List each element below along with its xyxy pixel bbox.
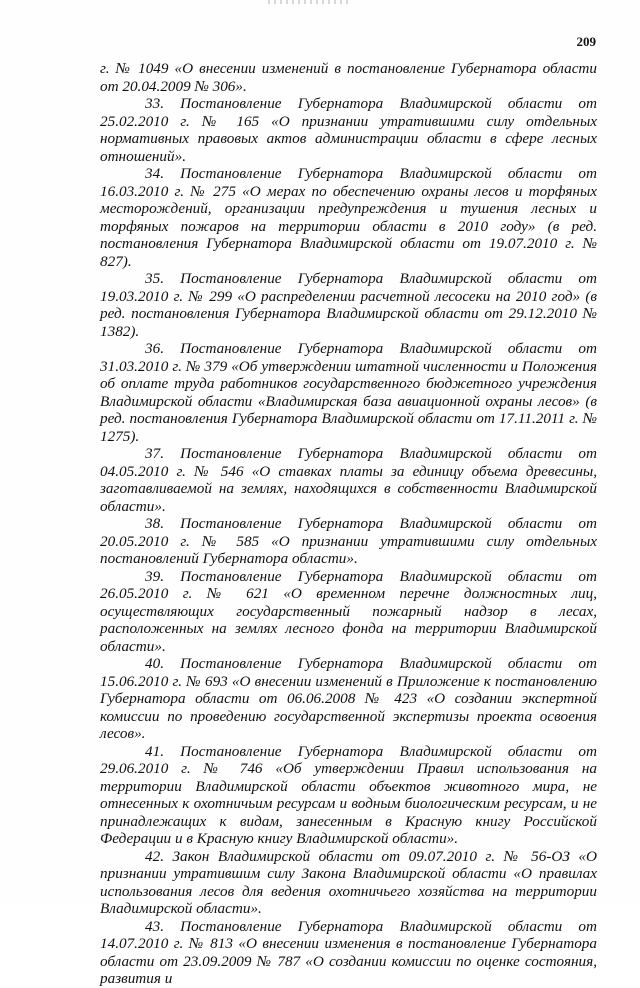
page-number: 209 (576, 34, 596, 49)
list-item: 33. Постановление Губернатора Владимирской области от 25.02.2010 г. № 165 «О признании утратившими силу отдельных нормативных правовых актов администрации области в сфере лесных отношений». (100, 95, 597, 165)
list-item: 42. Закон Владимирской области от 09.07.2010 г. № 56-ОЗ «О признании утратившим силу Закона Владимирской области «О правилах использования лесов для ведения охотничьего хозяйства на территории Владимирской области». (100, 847, 597, 917)
list-item: 40. Постановление Губернатора Владимирской области от 15.06.2010 г. № 693 «О внесении изменений в Приложение к постановлению Губернатора области от 06.06.2008 № 423 «О создании экспертной комиссии по проведению государственной экспертизы проекта освоения лесов». (100, 655, 597, 742)
document-body (100, 60, 597, 988)
list-item: 36. Постановление Губернатора Владимирской области от 31.03.2010 г. № 379 «Об утверждении штатной численности и Положения об оплате труда работников государственного бюджетного учреждения Владимирской области «Владимирская база авиационной охраны лесов» (в ред. постановления Губернатора Владимирской области от 17.11.2011 г. № 1275). (100, 340, 597, 445)
paragraph-continuation: г. № 1049 «О внесении изменений в постановление Губернатора области от 20.04.2009 № 306». (100, 60, 597, 95)
list-item: 35. Постановление Губернатора Владимирской области от 19.03.2010 г. № 299 «О распределении расчетной лесосеки на 2010 год» (в ред. постановления Губернатора Владимирской области от 29.12.2010 № 1382). (100, 270, 597, 340)
list-item: 34. Постановление Губернатора Владимирской области от 16.03.2010 г. № 275 «О мерах по обеспечению охраны лесов и торфяных месторождений, организации предупреждения и тушения лесных и торфяных пожаров на территории области в 2010 году» (в ред. постановления Губернатора Владимирской области от 19.07.2010 г. № 827). (100, 165, 597, 270)
list-item: 38. Постановление Губернатора Владимирской области от 20.05.2010 г. № 585 «О признании утратившими силу отдельных постановлений Губернатора области». (100, 515, 597, 567)
list-item: 43. Постановление Губернатора Владимирской области от 14.07.2010 г. № 813 «О внесении изменения в постановление Губернатора области от 23.09.2009 № 787 «О создании комиссии по оценке состояния, развития и (100, 917, 597, 987)
scan-artifact (268, 0, 348, 4)
list-item: 41. Постановление Губернатора Владимирской области от 29.06.2010 г. № 746 «Об утверждении Правил использования на территории Владимирской области объектов животного мира, не отнесенных к охотничьим ресурсам и водным биологическим ресурсам, и не принадлежащих к видам, занесенным в Красную книгу Российской Федерации и в Красную книгу Владимирской области». (100, 742, 597, 847)
list-item: 37. Постановление Губернатора Владимирской области от 04.05.2010 г. № 546 «О ставках платы за единицу объема древесины, заготавливаемой на землях, находящихся в собственности Владимирской области». (100, 445, 597, 515)
list-item: 39. Постановление Губернатора Владимирской области от 26.05.2010 г. № 621 «О временном перечне должностных лиц, осуществляющих государственный пожарный надзор в лесах, расположенных на землях лесного фонда на территории Владимирской области». (100, 567, 597, 655)
